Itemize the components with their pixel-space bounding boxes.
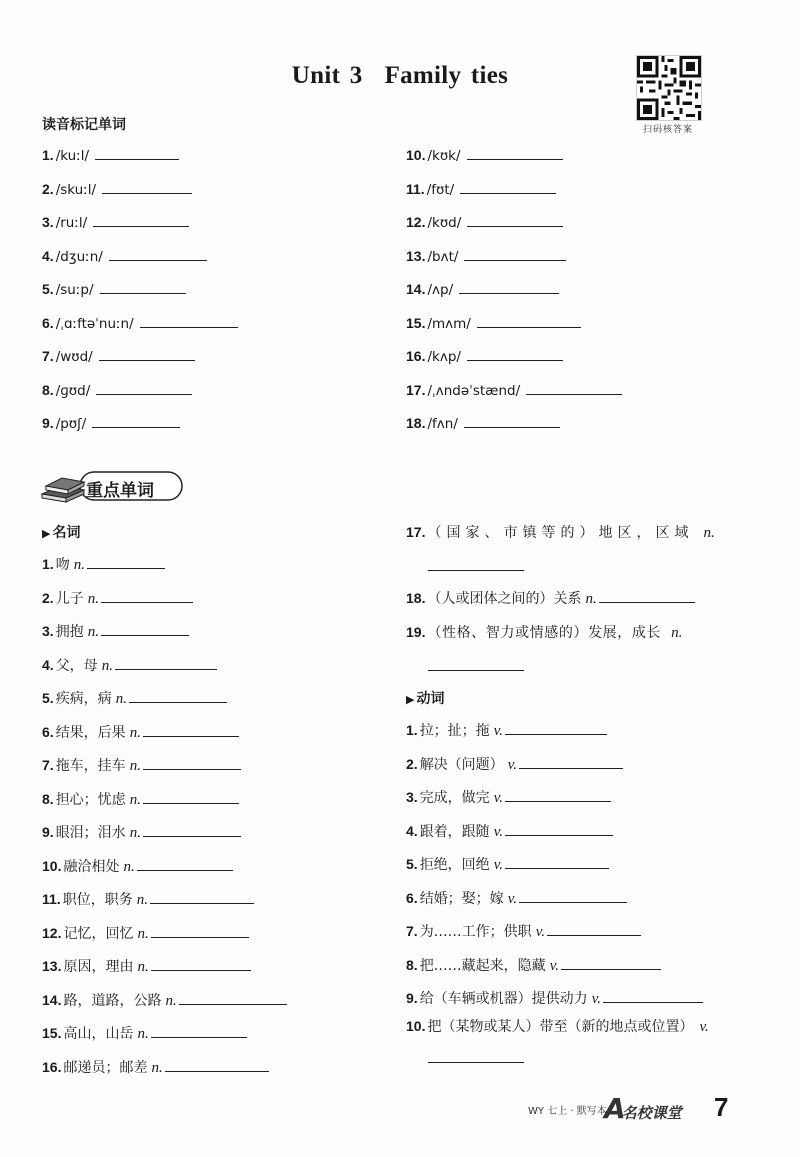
section-label-phonetic: 读音标记单词 — [42, 117, 126, 133]
list-item — [42, 246, 207, 268]
chinese-meaning: 记忆，回忆 — [63, 925, 134, 942]
list-item — [42, 990, 287, 1012]
item-number: 15. — [42, 1025, 62, 1041]
phonetic-transcription: /kʊd/ — [427, 215, 462, 231]
part-of-speech: n. — [129, 825, 141, 841]
item-number: 18. — [406, 590, 426, 606]
list-item — [406, 656, 524, 678]
item-number: 12. — [406, 214, 426, 230]
list-item — [42, 856, 233, 878]
part-of-speech: n. — [129, 724, 141, 741]
list-item — [406, 380, 622, 402]
item-number: 2. — [42, 180, 54, 197]
item-number: 13. — [42, 958, 62, 974]
answer-blank[interactable] — [143, 822, 241, 837]
item-number: 3. — [42, 623, 54, 639]
section-label-key-words: 重点单词 — [86, 481, 154, 501]
part-of-speech: n. — [101, 657, 113, 674]
chinese-meaning: 给（车辆或机器）提供动力 — [419, 991, 588, 1007]
answer-blank[interactable] — [129, 688, 227, 703]
list-item — [42, 179, 192, 201]
chinese-meaning: 原因，理由 — [63, 959, 134, 975]
answer-blank[interactable] — [547, 921, 641, 936]
phonetic-transcription: /kʊk/ — [427, 148, 461, 164]
answer-blank[interactable] — [92, 413, 180, 428]
page-number: 7 — [714, 1092, 729, 1122]
answer-blank[interactable] — [505, 821, 613, 836]
list-item — [406, 246, 566, 268]
list-item — [406, 754, 623, 776]
item-number: 9. — [42, 824, 54, 840]
list-item — [406, 346, 563, 368]
chinese-meaning: 高山，山岳 — [63, 1026, 134, 1042]
chinese-meaning: 拖车，挂车 — [55, 758, 126, 774]
answer-blank[interactable] — [96, 380, 192, 395]
list-item — [406, 145, 563, 167]
answer-blank[interactable] — [428, 556, 524, 571]
chinese-meaning: 跟着，跟随 — [419, 823, 490, 840]
list-item — [406, 854, 609, 876]
chinese-meaning: 把（某物或某人）带至（新的地点或位置） — [427, 1019, 694, 1035]
item-number: 2. — [42, 589, 54, 606]
answer-blank[interactable] — [115, 655, 217, 670]
phonetic-transcription: /ʌp/ — [427, 282, 454, 298]
part-of-speech: v. — [507, 890, 517, 907]
item-number: 11. — [42, 891, 61, 907]
item-number: 6. — [406, 889, 418, 906]
item-number: 6. — [42, 723, 54, 740]
list-item — [406, 313, 581, 335]
answer-blank[interactable] — [599, 588, 695, 603]
part-of-speech: n. — [137, 1026, 149, 1042]
answer-blank[interactable] — [143, 722, 239, 737]
list-item — [406, 179, 556, 201]
answer-blank[interactable] — [505, 787, 611, 802]
unit-name: Family ties — [384, 62, 509, 89]
item-number: 16. — [406, 348, 426, 364]
part-of-speech: n. — [136, 892, 148, 908]
list-item — [42, 789, 239, 811]
answer-blank[interactable] — [87, 554, 165, 569]
list-item — [42, 279, 186, 301]
part-of-speech: v. — [493, 790, 503, 806]
part-of-speech: n. — [671, 625, 683, 641]
answer-blank[interactable] — [505, 854, 609, 869]
part-of-speech: n. — [123, 858, 135, 875]
answer-blank[interactable] — [151, 923, 249, 938]
phonetic-transcription: /fʌn/ — [427, 416, 458, 432]
answer-blank[interactable] — [165, 1057, 269, 1072]
item-number: 2. — [406, 755, 418, 772]
subhead-verbs: ▶ 动词 — [406, 691, 445, 707]
item-number: 1. — [42, 147, 54, 163]
list-item — [406, 787, 611, 809]
answer-blank[interactable] — [428, 1048, 524, 1063]
answer-blank[interactable] — [428, 656, 524, 671]
chinese-meaning: 拒绝，回绝 — [419, 857, 490, 873]
item-number: 16. — [42, 1058, 62, 1075]
list-item — [406, 522, 715, 544]
answer-blank[interactable] — [467, 212, 563, 227]
item-number: 1. — [406, 722, 418, 738]
answer-blank[interactable] — [140, 313, 238, 328]
phonetic-transcription: /skuːl/ — [55, 181, 97, 198]
answer-blank[interactable] — [519, 888, 627, 903]
part-of-speech: v. — [591, 991, 601, 1007]
list-item — [42, 755, 241, 777]
chinese-meaning: （性格、智力或情感的）发展，成长 — [427, 625, 662, 641]
answer-blank[interactable] — [526, 380, 622, 395]
qr-caption: 扫码核答案 — [642, 125, 693, 135]
footer-series: WY 七上 · 默写本 — [528, 1106, 607, 1117]
answer-blank[interactable] — [467, 346, 563, 361]
chinese-meaning: 儿子 — [55, 590, 84, 607]
item-number: 13. — [406, 247, 426, 264]
chinese-meaning: 吻 — [55, 557, 70, 573]
list-item — [42, 588, 193, 610]
chinese-meaning: 拥抱 — [55, 624, 84, 640]
list-item — [406, 821, 613, 843]
qr-code-icon[interactable] — [636, 55, 702, 121]
list-item — [406, 622, 682, 644]
chinese-meaning: 结果，后果 — [55, 724, 126, 741]
answer-blank[interactable] — [95, 145, 179, 160]
phonetic-transcription: /ˌɑːftəˈnuːn/ — [55, 315, 134, 332]
answer-blank[interactable] — [477, 313, 581, 328]
list-item — [42, 822, 241, 844]
chinese-meaning: 结婚；娶；嫁 — [419, 890, 504, 907]
item-number: 8. — [406, 956, 418, 973]
item-number: 4. — [406, 822, 418, 839]
list-item — [42, 413, 180, 435]
answer-blank[interactable] — [151, 956, 251, 971]
answer-blank[interactable] — [143, 789, 239, 804]
chinese-meaning: （人或团体之间的）关系 — [427, 591, 582, 607]
answer-blank[interactable] — [137, 856, 233, 871]
list-item — [406, 212, 563, 234]
part-of-speech: v. — [493, 823, 503, 840]
item-number: 7. — [406, 923, 418, 939]
answer-blank[interactable] — [460, 179, 556, 194]
part-of-speech: v. — [493, 723, 503, 739]
list-item — [406, 1016, 709, 1038]
list-item — [406, 413, 560, 435]
chinese-meaning: 把……藏起来，隐藏 — [419, 957, 546, 974]
triangle-icon: ▶ — [42, 527, 51, 540]
list-item — [406, 888, 627, 910]
answer-blank[interactable] — [179, 990, 287, 1005]
answer-blank[interactable] — [101, 621, 189, 636]
list-item — [42, 313, 238, 335]
item-number: 15. — [406, 314, 426, 331]
part-of-speech: n. — [151, 1059, 163, 1076]
item-number: 9. — [42, 415, 54, 431]
item-number: 10. — [42, 857, 62, 874]
brand-logo: A名校课堂 — [604, 1092, 682, 1125]
list-item — [406, 988, 703, 1010]
item-number: 4. — [42, 247, 54, 264]
answer-blank[interactable] — [505, 720, 607, 735]
list-item — [42, 621, 189, 643]
part-of-speech: n. — [137, 925, 149, 942]
item-number: 17. — [406, 381, 426, 398]
phonetic-transcription: /ɡʊd/ — [55, 382, 91, 399]
unit-number: Unit 3 — [291, 62, 363, 89]
phonetic-transcription: /fʊt/ — [426, 181, 455, 198]
answer-blank[interactable] — [109, 246, 207, 261]
part-of-speech: n. — [73, 557, 85, 573]
list-item — [42, 346, 195, 368]
chinese-meaning: 疾病，病 — [55, 691, 112, 707]
chinese-meaning: （国家、市镇等的）地区，区域 — [427, 525, 694, 541]
item-number: 7. — [42, 348, 54, 364]
part-of-speech: n. — [87, 624, 99, 640]
item-number: 14. — [406, 281, 426, 297]
part-of-speech: v. — [493, 857, 503, 873]
chinese-meaning: 父，母 — [55, 657, 98, 674]
part-of-speech: v. — [699, 1019, 709, 1035]
part-of-speech: n. — [137, 959, 149, 975]
list-item — [406, 955, 661, 977]
item-number: 14. — [42, 991, 62, 1008]
list-item — [406, 921, 641, 943]
answer-blank[interactable] — [519, 754, 623, 769]
subhead-nouns: ▶ 名词 — [42, 525, 81, 541]
list-item — [406, 279, 559, 301]
chinese-meaning: 职位，职务 — [62, 892, 133, 908]
item-number: 12. — [42, 924, 62, 941]
phonetic-transcription: /bʌt/ — [427, 248, 459, 265]
item-number: 19. — [406, 624, 426, 640]
list-item — [42, 923, 249, 945]
list-item — [42, 722, 239, 744]
list-item — [42, 956, 251, 978]
list-item — [42, 380, 192, 402]
answer-blank[interactable] — [150, 889, 254, 904]
answer-blank[interactable] — [464, 246, 566, 261]
item-number: 8. — [42, 381, 54, 398]
answer-blank[interactable] — [561, 955, 661, 970]
item-number: 1. — [42, 556, 54, 572]
list-item — [42, 1023, 247, 1045]
item-number: 7. — [42, 757, 54, 773]
phonetic-transcription: /wʊd/ — [55, 349, 93, 365]
phonetic-transcription: /kʌp/ — [427, 349, 461, 365]
phonetic-transcription: /suːp/ — [55, 282, 94, 298]
item-number: 18. — [406, 415, 426, 431]
answer-blank[interactable] — [102, 179, 192, 194]
list-item — [42, 1057, 269, 1079]
item-number: 6. — [42, 314, 54, 331]
chinese-meaning: 完成，做完 — [419, 790, 490, 806]
part-of-speech: n. — [703, 525, 715, 541]
part-of-speech: v. — [535, 924, 545, 940]
item-number: 5. — [406, 856, 418, 872]
chinese-meaning: 邮递员；邮差 — [63, 1059, 148, 1076]
part-of-speech: n. — [115, 691, 127, 707]
item-number: 10. — [406, 147, 426, 163]
list-item — [406, 588, 695, 610]
part-of-speech: n. — [129, 791, 141, 808]
item-number: 10. — [406, 1018, 426, 1034]
answer-blank[interactable] — [603, 988, 703, 1003]
phonetic-transcription: /kuːl/ — [55, 148, 90, 164]
phonetic-transcription: /mʌm/ — [427, 315, 471, 332]
part-of-speech: n. — [165, 992, 177, 1009]
chinese-meaning: 拉；扯；拖 — [419, 723, 490, 739]
item-number: 11. — [406, 180, 425, 197]
phonetic-transcription: /dʒuːn/ — [55, 248, 103, 265]
list-item — [42, 688, 227, 710]
part-of-speech: v. — [549, 957, 559, 974]
part-of-speech: n. — [129, 758, 141, 774]
item-number: 4. — [42, 656, 54, 673]
chinese-meaning: 为……工作；供职 — [419, 924, 532, 940]
list-item — [42, 889, 254, 911]
item-number: 3. — [42, 214, 54, 230]
item-number: 5. — [42, 690, 54, 706]
phonetic-transcription: /pʊʃ/ — [55, 416, 87, 432]
answer-blank[interactable] — [459, 279, 559, 294]
list-item — [42, 655, 217, 677]
part-of-speech: v. — [507, 756, 517, 773]
answer-blank[interactable] — [101, 588, 193, 603]
list-item — [406, 556, 524, 578]
part-of-speech: n. — [87, 590, 99, 607]
item-number: 3. — [406, 789, 418, 805]
chinese-meaning: 融洽相处 — [63, 858, 120, 875]
chinese-meaning: 路，道路，公路 — [63, 992, 162, 1009]
chinese-meaning: 解决（问题） — [419, 756, 504, 773]
answer-blank[interactable] — [467, 145, 563, 160]
answer-blank[interactable] — [99, 346, 195, 361]
list-item — [406, 1048, 524, 1070]
item-number: 5. — [42, 281, 54, 297]
triangle-icon: ▶ — [406, 693, 415, 706]
answer-blank[interactable] — [143, 755, 241, 770]
chinese-meaning: 担心；忧虑 — [55, 791, 126, 808]
answer-blank[interactable] — [100, 279, 186, 294]
answer-blank[interactable] — [93, 212, 189, 227]
item-number: 9. — [406, 990, 418, 1006]
list-item — [406, 720, 607, 742]
list-item — [42, 145, 179, 167]
item-number: 8. — [42, 790, 54, 807]
chinese-meaning: 眼泪；泪水 — [55, 825, 126, 841]
phonetic-transcription: /ruːl/ — [55, 215, 88, 231]
list-item — [42, 212, 189, 234]
phonetic-transcription: /ˌʌndəˈstænd/ — [427, 382, 521, 399]
answer-blank[interactable] — [151, 1023, 247, 1038]
answer-blank[interactable] — [464, 413, 560, 428]
list-item — [42, 554, 165, 576]
item-number: 17. — [406, 524, 426, 540]
part-of-speech: n. — [585, 591, 597, 607]
